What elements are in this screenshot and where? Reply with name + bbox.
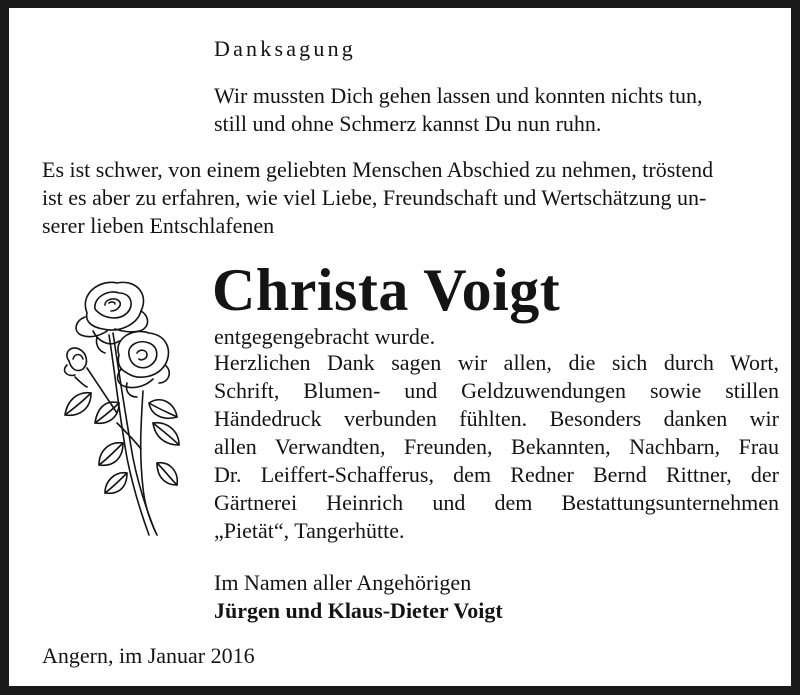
- roses-icon: [57, 273, 187, 538]
- body-line-3: Schrift, Blumen- und Geldzuwendungen sowie stillen: [214, 378, 779, 403]
- intro-line-1: Es ist schwer, von einem geliebten Menschen Abschied zu nehmen, tröstend: [42, 157, 714, 182]
- body-line-8: „Pietät“, Tangerhütte.: [214, 518, 405, 543]
- poem-line-1: Wir mussten Dich gehen lassen und konnten nichts tun,: [214, 83, 703, 108]
- body-line-7: Gärtnerei Heinrich und dem Bestattungsunternehmen: [214, 490, 779, 515]
- body-line-4: Händedruck verbunden fühlten. Besonders danken wir: [214, 406, 779, 431]
- intro-line-3: serer lieben Entschlafenen: [42, 213, 275, 238]
- deceased-name: Christa Voigt: [212, 257, 561, 323]
- body-line-2: Herzlichen Dank sagen wir allen, die sich durch Wort,: [214, 350, 779, 375]
- notice-heading: Danksagung: [214, 36, 356, 61]
- body-line-5: allen Verwandten, Freunden, Bekannten, Nachbarn, Frau: [214, 434, 779, 459]
- poem-line-2: still und ohne Schmerz kannst Du nun ruhn.: [214, 111, 602, 136]
- intro-line-2: ist es aber zu erfahren, wie viel Liebe, Freundschaft und Wertschätzung un-: [42, 185, 707, 210]
- family-intro: Im Namen aller Angehörigen: [214, 570, 472, 595]
- body-line-1: entgegengebracht wurde.: [214, 324, 436, 349]
- place-date: Angern, im Januar 2016: [42, 643, 255, 668]
- family-names: Jürgen und Klaus-Dieter Voigt: [214, 598, 503, 623]
- body-line-6: Dr. Leiffert-Schafferus, dem Redner Bernd Rittner, der: [214, 462, 779, 487]
